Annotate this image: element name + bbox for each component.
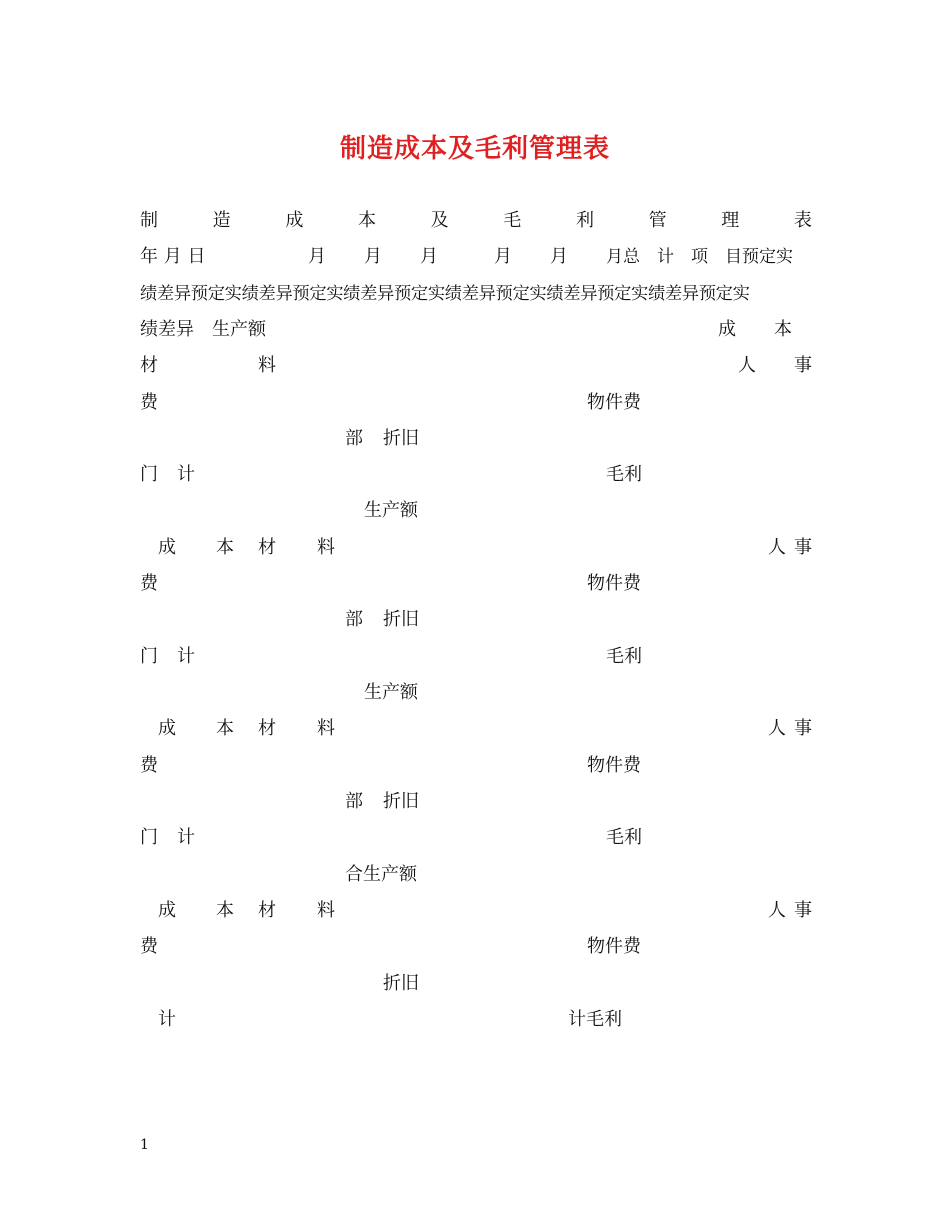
label-ji: 计 (177, 464, 195, 485)
label-cai: 材 (258, 718, 276, 739)
label-maoli: 毛利 (606, 646, 642, 667)
label-ren: 人 (768, 900, 786, 921)
label-bu: 部 (345, 428, 363, 449)
label-cheng: 成 (158, 537, 176, 558)
label-ren: 人 (768, 718, 786, 739)
label-cai: 材 (140, 355, 158, 376)
label-wujianfei: 物件费 (587, 392, 641, 413)
label-cai: 材 (258, 900, 276, 921)
label-ben: 本 (774, 319, 792, 340)
label-shi: 事 (794, 900, 812, 921)
label-ren: 人 (738, 355, 756, 376)
label-cai: 材 (258, 537, 276, 558)
label-zhejiu: 折旧 (383, 973, 419, 994)
label-wujianfei: 物件费 (587, 573, 641, 594)
label-ben: 本 (216, 537, 234, 558)
label-liao: 料 (317, 900, 335, 921)
label-wujianfei: 物件费 (587, 936, 641, 957)
label-zhejiu: 折旧 (383, 609, 419, 630)
label-shi: 事 (794, 718, 812, 739)
label-ren: 人 (768, 537, 786, 558)
month-label: 月 (550, 246, 568, 267)
label-liao: 料 (258, 355, 276, 376)
spread-char: 毛 (503, 210, 522, 231)
month-label: 月 (420, 246, 438, 267)
label-bu: 部 (345, 791, 363, 812)
spread-char: 管 (648, 210, 667, 231)
spread-char: 本 (357, 210, 376, 231)
label-men: 门 (140, 646, 158, 667)
label-cheng: 成 (158, 718, 176, 739)
label-he-shengchane: 合生产额 (345, 864, 417, 885)
date-prefix: 年 月 日 (140, 246, 206, 267)
label-fei: 费 (140, 936, 158, 957)
variance-header-line: 绩差异预定实绩差异预定实绩差异预定实绩差异预定实绩差异预定实绩差异预定实 (140, 284, 750, 304)
label-ji: 计 (177, 827, 195, 848)
label-shengchane: 生产额 (364, 682, 418, 703)
spread-char: 及 (430, 210, 449, 231)
label-ben: 本 (216, 718, 234, 739)
label-shi: 事 (794, 355, 812, 376)
label-cheng: 成 (158, 900, 176, 921)
variance-header-end: 绩差异 生产额 (140, 319, 266, 340)
page-number: 1 (140, 1137, 149, 1153)
spread-char: 制 (140, 210, 158, 231)
month-label: 月 (494, 246, 512, 267)
label-maoli: 毛利 (606, 464, 642, 485)
label-liao: 料 (317, 537, 335, 558)
label-cheng: 成 (718, 319, 736, 340)
spread-char: 利 (575, 210, 594, 231)
label-fei: 费 (140, 573, 158, 594)
label-ji: 计 (177, 646, 195, 667)
label-bu: 部 (345, 609, 363, 630)
spread-title-line (140, 210, 812, 232)
label-zhejiu: 折旧 (383, 428, 419, 449)
label-liao: 料 (317, 718, 335, 739)
label-fei: 费 (140, 755, 158, 776)
label-ji: 计 (158, 1009, 176, 1030)
label-ji-maoli: 计毛利 (568, 1009, 622, 1030)
date-suffix: 月总 计 项 目预定实 (606, 247, 793, 267)
spread-char: 造 (212, 210, 231, 231)
label-wujianfei: 物件费 (587, 755, 641, 776)
spread-char: 表 (793, 210, 812, 231)
label-maoli: 毛利 (606, 827, 642, 848)
label-shengchane: 生产额 (364, 500, 418, 521)
label-zhejiu: 折旧 (383, 791, 419, 812)
label-shi: 事 (794, 537, 812, 558)
document-title: 制造成本及毛利管理表 (339, 134, 610, 164)
spread-char: 成 (285, 210, 304, 231)
label-men: 门 (140, 464, 158, 485)
month-label: 月 (364, 246, 382, 267)
month-label: 月 (308, 246, 326, 267)
label-men: 门 (140, 827, 158, 848)
label-fei: 费 (140, 392, 158, 413)
spread-char: 理 (721, 210, 740, 231)
label-ben: 本 (216, 900, 234, 921)
